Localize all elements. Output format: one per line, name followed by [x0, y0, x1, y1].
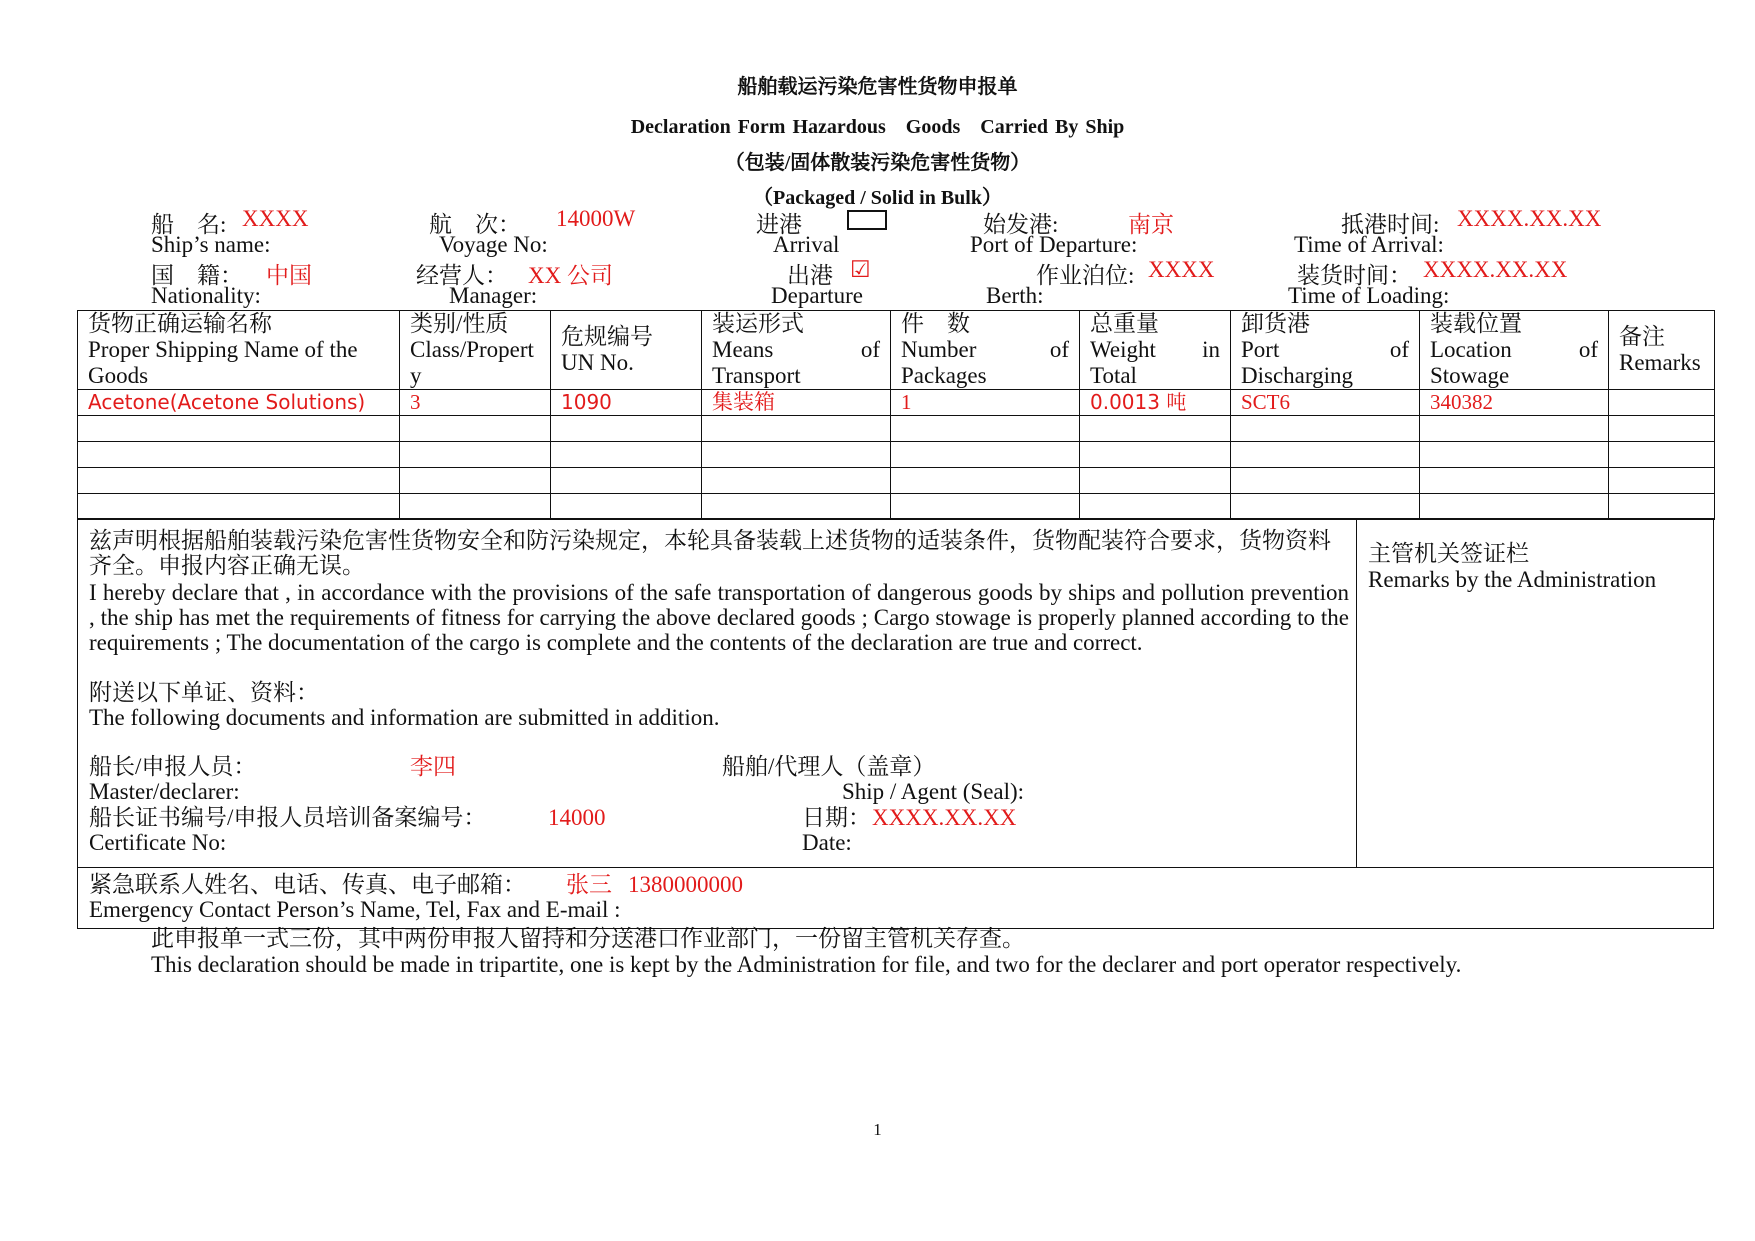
page-number: 1: [873, 1120, 882, 1139]
title-en: Declaration Form Hazardous Goods Carried By Ship: [630, 116, 1125, 138]
subtitle-zh: （包装/固体散装污染危害性货物）: [724, 152, 1031, 174]
col-header-packages: 件 数 Number of Packages: [891, 311, 1080, 390]
table-row: [78, 442, 1715, 468]
col-header-discharging: 卸货港 Port of Discharging: [1231, 311, 1420, 390]
col-header-un-no: 危规编号 UN No.: [551, 311, 702, 390]
manager-en: Manager:: [449, 283, 538, 308]
emergency-name: 张三: [566, 872, 612, 897]
arrival-checkbox[interactable]: [847, 209, 887, 230]
table-row: [78, 390, 1715, 416]
subtitle-en: （Packaged / Solid in Bulk）: [753, 187, 1002, 209]
footer-zh: 此申报单一式三份，其中两份申报人留持和分送港口作业部门，一份留主管机关存查。: [151, 926, 1025, 951]
col-header-remarks: 备注 Remarks: [1609, 311, 1715, 390]
port-departure-en: Port of Departure:: [970, 232, 1138, 257]
nationality-en: Nationality:: [151, 283, 261, 308]
berth-value: XXXX: [1148, 257, 1215, 282]
attach-zh: 附送以下单证、资料：: [89, 680, 319, 705]
emergency-phone: 1380000000: [628, 872, 743, 897]
cert-en: Certificate No:: [89, 830, 227, 855]
ship-name-value: XXXX: [242, 206, 309, 231]
cell-remarks[interactable]: [1609, 390, 1715, 416]
voyage-en: Voyage No:: [439, 232, 548, 257]
table-row: [78, 468, 1715, 494]
cell-weight[interactable]: 0.0013 吨: [1080, 390, 1231, 416]
admin-zh: 主管机关签证栏: [1368, 541, 1529, 566]
cell-packages[interactable]: 1: [891, 390, 1080, 416]
cell-discharging[interactable]: SCT6: [1231, 390, 1420, 416]
cell-transport[interactable]: 集装箱: [702, 390, 891, 416]
arrival-time-label: 抵港时间:: [1341, 212, 1440, 237]
loading-time-value: XXXX.XX.XX: [1423, 257, 1568, 282]
master-value: 李四: [410, 754, 456, 779]
col-header-shipping-name: 货物正确运输名称 Proper Shipping Name of the Goods: [78, 311, 400, 390]
departure-label: 出港: [787, 263, 833, 288]
cert-value: 14000: [548, 805, 606, 830]
agent-en: Ship / Agent (Seal):: [842, 779, 1025, 804]
col-header-stowage: 装载位置 Location of Stowage: [1420, 311, 1609, 390]
arrival-time-value: XXXX.XX.XX: [1457, 206, 1602, 231]
cert-label: 船长证书编号/申报人员培训备案编号：: [89, 805, 487, 830]
agent-label: 船舶/代理人（盖章）: [722, 754, 936, 779]
admin-en: Remarks by the Administration: [1368, 567, 1657, 592]
date-value: XXXX.XX.XX: [872, 805, 1017, 830]
cell-class[interactable]: 3: [400, 390, 551, 416]
table-row: [78, 494, 1715, 520]
date-label: 日期：: [802, 805, 871, 830]
cell-un-no[interactable]: 1090: [551, 390, 702, 416]
port-departure-label: 始发港:: [983, 212, 1059, 237]
table-header-row: [78, 311, 1715, 390]
col-header-class: 类别/性质 Class/Property: [400, 311, 551, 390]
manager-value: XX 公司: [528, 263, 613, 288]
ship-name-label: 船 名:: [151, 212, 227, 237]
table-row: [78, 416, 1715, 442]
nationality-value: 中国: [266, 263, 312, 288]
departure-checkbox[interactable]: ☑: [850, 257, 871, 282]
col-header-weight: 总重量 Weight in Total: [1080, 311, 1231, 390]
master-label: 船长/申报人员：: [89, 754, 257, 779]
berth-en: Berth:: [986, 283, 1044, 308]
declaration-divider: [1356, 518, 1357, 868]
footer-en: This declaration should be made in tripartite, one is kept by the Administration for file, and two for the declarer and port operator respectively.: [151, 952, 1462, 977]
voyage-value: 14000W: [556, 206, 636, 231]
cell-shipping-name[interactable]: Acetone(Acetone Solutions): [78, 390, 400, 416]
master-en: Master/declarer:: [89, 779, 240, 804]
nationality-label: 国 籍：: [151, 263, 243, 288]
departure-en: Departure: [771, 283, 863, 308]
declaration-en: I hereby declare that , in accordance with the provisions of the safe transportation of dangerous goods by ships and pollution prevention , the ship has met the requirements of fitness for carrying the above declared goods ; Cargo stowage is properly planned according to the requirements ; The documentation of the cargo is complete and the contents of the declaration are true and correct.: [89, 580, 1349, 655]
emergency-label: 紧急联系人姓名、电话、传真、电子邮箱：: [89, 872, 526, 897]
emergency-en: Emergency Contact Person’s Name, Tel, Fax and E-mail :: [89, 897, 621, 922]
arrival-time-en: Time of Arrival:: [1294, 232, 1444, 257]
voyage-label: 航 次：: [429, 212, 521, 237]
title-zh: 船舶载运污染危害性货物申报单: [737, 76, 1018, 98]
cargo-table: [77, 310, 1715, 520]
loading-time-en: Time of Loading:: [1288, 283, 1450, 308]
col-header-transport: 装运形式 Means of Transport: [702, 311, 891, 390]
date-en: Date:: [802, 830, 852, 855]
attach-en: The following documents and information are submitted in addition.: [89, 705, 720, 730]
arrival-en: Arrival: [773, 232, 840, 257]
declaration-zh: 兹声明根据船舶装载污染危害性货物安全和防污染规定，本轮具备装载上述货物的适装条件，货物配装符合要求，货物资料齐全。申报内容正确无误。: [89, 528, 1331, 578]
arrival-label: 进港: [756, 212, 802, 237]
port-departure-value: 南京: [1128, 212, 1174, 237]
manager-label: 经营人：: [416, 263, 508, 288]
ship-name-en: Ship’s name:: [151, 232, 271, 257]
cell-stowage[interactable]: 340382: [1420, 390, 1609, 416]
berth-label: 作业泊位:: [1036, 263, 1135, 288]
loading-time-label: 装货时间：: [1297, 263, 1412, 288]
